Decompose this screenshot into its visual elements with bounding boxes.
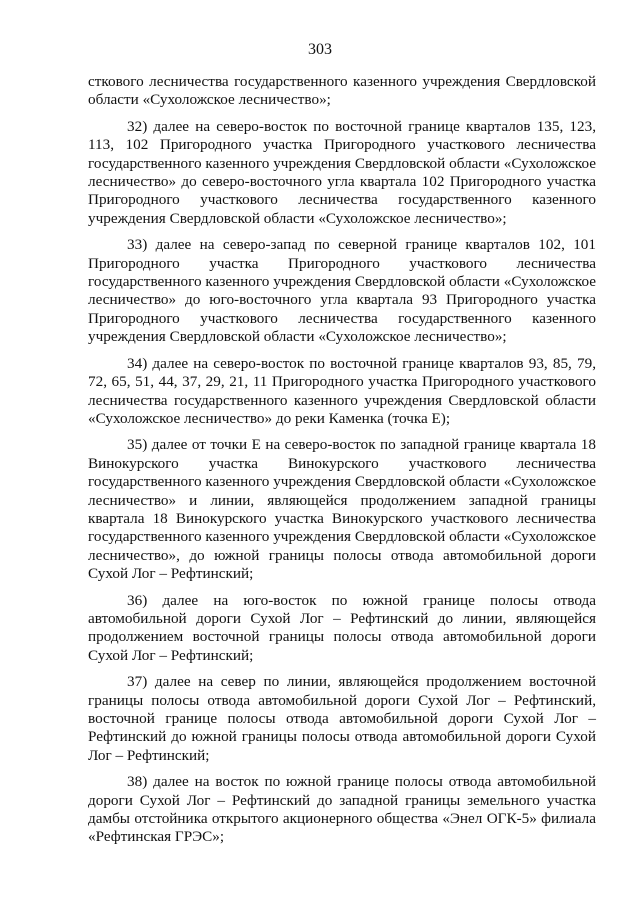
paragraph-item-32: 32) далее на северо-восток по восточной границе кварталов 135, 123, 113, 102 Пригородного участка Пригородного участкового лесничества государственного казенного учреждения Свердловской области «Сухоложское лесничество» до северо-восточного угла квартала 102 Пригородного участка Пригородного участкового лесничества государственного казенного учреждения Свердловской области «Сухоложское лесничество»; xyxy=(88,117,596,227)
page-number: 303 xyxy=(308,41,332,58)
paragraph-item-33: 33) далее на северо-запад по северной границе кварталов 102, 101 Пригородного участка Пригородного участкового лесничества государственного казенного учреждения Свердловской области «Сухоложское лесничество» до юго-восточного угла квартала 93 Пригородного участка Пригородного участкового лесничества государственного казенного учреждения Свердловской области «Сухоложское лесничество»; xyxy=(88,236,596,346)
paragraph-item-37: 37) далее на север по линии, являющейся продолжением восточной границы полосы отвода автомобильной дороги Сухой Лог – Рефтинский, восточной границе полосы отвода автомобильной дороги Сухой Лог – Рефтинский до южной границы полосы отвода автомобильной дороги Сухой Лог – Рефтинский; xyxy=(88,673,596,764)
paragraph-item-35: 35) далее от точки Е на северо-восток по западной границе квартала 18 Винокурского участка Винокурского участкового лесничества государственного казенного учреждения Свердловской области «Сухоложское лесничество» и линии, являющейся продолжением западной границы квартала 18 Винокурского участка Винокурского участкового лесничества государственного казенного учреждения Свердловской области «Сухоложское лесничество», до южной границы полосы отвода автомобильной дороги Сухой Лог – Рефтинский; xyxy=(88,436,596,583)
paragraph-continuation: сткового лесничества государственного казенного учреждения Свердловской области «Сухоложское лесничество»; xyxy=(88,73,596,109)
paragraph-item-38: 38) далее на восток по южной границе полосы отвода автомобильной дороги Сухой Лог – Рефтинский до западной границы земельного участка дамбы отстойника открытого акционерного общества «Энел ОГК-5» филиала «Рефтинская ГРЭС»; xyxy=(88,773,596,846)
paragraph-item-34: 34) далее на северо-восток по восточной границе кварталов 93, 85, 79, 72, 65, 51, 44, 37, 29, 21, 11 Пригородного участка Пригородного участкового лесничества государственного казенного учреждения Свердловской области «Сухоложское лесничество» до реки Каменка (точка Е); xyxy=(88,354,596,427)
paragraph-item-36: 36) далее на юго-восток по южной границе полосы отвода автомобильной дороги Сухой Лог – Рефтинский до линии, являющейся продолжением восточной границы полосы отвода автомобильной дороги Сухой Лог – Рефтинский; xyxy=(88,591,596,664)
document-body xyxy=(88,73,596,855)
